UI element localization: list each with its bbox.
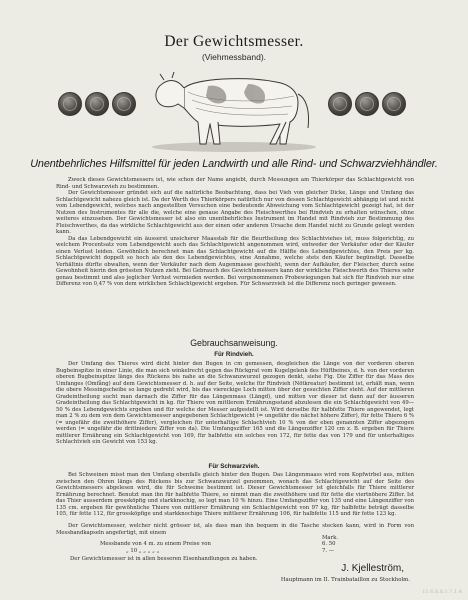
signature: J. Kjelleström, [341, 563, 404, 574]
schwarz-heading: Für Schwarzvieh. [208, 463, 260, 470]
intro-paragraph: Der Gewichtsmesser gründet sich auf die natürliche Beobachtung, dass bei Vieh von gleicher Dicke, Länge und Umfang das Schlachtgewicht nahezu gleich ist. Da der Werth des Thierkörpers natürlich nur von dessen Schlachtgewicht abhängig ist und nicht vom Lebendgewicht, welches nach angestellten Versuchen eine bedeutende Abweichung vom Schlachtgewicht gezeigt hat, ist der Nutzen des Instrumentes für alle die, welche eine genaue Angabe des Fleischwerthes bei Rindvieh zu erhalten wünschen, ohne weiteres einzusehen. Der Gewichtsmesser ist also ein unentbehrliches Instrument im Handel mit Rindvieh zur Bestimmung des Fleischwerthes, da das wirkliche Schlachtgewicht aus der einen oder anderen Ursache dem Handel nicht zu Grunde gelegt werden kann. [56, 190, 414, 235]
availability-text: Der Gewichtsmesser ist in allen besseren Eisenhandlungen zu haben. [70, 556, 258, 562]
rind-paragraph: Der Umfang des Thieres wird dicht hinter den Bugen in cm gemessen, desgleichen die Länge von der vorderen oberen Bugbeinspitze in einer Linie, die man sich winkelrecht gegen das Rückgrat vom Kugelgelenk des Hüftbeines, d. h. von der vorderen oberen Bugbeinspitze längs des Rückens bis nahe an die Schwanzwurzel gezogen denkt, siehe Fig. Die Ziffer für das Mass des Umfanges (Omfång) auf dem Gewichtsmesser d. h. auf der Seite, welche für Rindvieh (Nötkreatur) bestimmt ist, erhält man, wenn die obere Messingscheibe so lange gedreht wird, bis das viereckige Loch mitten über der gesuchten Ziffer steht. Auf der mittleren Gradeintheilung sucht man darnach die Ziffer für das Längenmass (Längd), und mitten vor dieser ist dann auf der äusseren Gradeintheilung das Schlachtgewicht in kg. für Thiere von mittlerem Ernährungsstand abzulesen die ein Schlachtgewicht von 49—50 % des Lebendgewichts ergeben und für welche der Messer aufgestellt ist. Wird derselbe für halbfette Thiere angewendet, legt man 2 % zu dem von dem Gewichtsmesser angegebenen Schlachtgewicht (= ungefähr die nächst höhere Ziffer), für fette Thiere 6 % (= ungefähr die zweithöhere Ziffer), vergleichen für unterhaltige Schlachtvieh 10 % von der eben genannten Ziffer abgezogen werden (= ungefähr die drittniedere Ziffer von da). Die Umfangsziffer 165 und die Längenziffer 120 cm z. B. ergeben für Thiere mittlerer Ernährung ein Schlachtgewicht von 169, für halbfette ein solches von 172, für fette das von 179 und für unterhaltiges Schlachtvieh ein Gewicht von 153 kg. [56, 361, 414, 445]
medal-icon [382, 92, 406, 116]
medal-icon [112, 92, 136, 116]
price-label-1: Messbande von 4 m. zu einem Preise von [100, 541, 211, 547]
intro-text [56, 177, 414, 288]
archive-stamp: 11.6.8.6.1.7.1.4 [422, 589, 462, 595]
intro-paragraph: Da das Lebendgewicht ein äusserst unsicherer Maasstab für die Beurtheilung des Schlachtviehes ist, muss folgerichtig, zu welchem Procentsatz vom Lebendgewicht auch das Schlachtgewicht angenommen wird, entweder der Verkäufer oder der Käufer einen Verlust leiden. Gewöhnlich berechnet man das Schlachtgewicht auf die Hälfte des Lebendgewichtes, den Preis per kg. Schlachtgewicht doppelt so hoch als den des Lebendgewichtes, eine Annahme, welche stets den Käufer begünstigt. Dasselbe Verhältnis dürfte obwalten, wenn der Verkäufer nach dem Augenmasse geschieht, wenn der Aufkäufer, der Fleischer, durch seine Gewohnheit hierin den grössten Nutzen zieht. Bei Gebrauch des Gewichtsmessers kann der wirkliche Fleischwerth des Thieres sehr genau bestimmt und also jeglicher Verlust vermieden werden. Bei vorgenommenen Probewiegungen hat sich für Rindvieh nur eine Differenz von 0,47 % von dem wirklichen Schlachtgewicht ergeben. Für Schwarzvieh ist die Differenz noch geringer gewesen. [56, 235, 414, 287]
medal-icon [328, 92, 352, 116]
closing-text [56, 523, 414, 536]
cow-illustration [148, 62, 320, 154]
price-value-2: 7. — [322, 548, 335, 554]
currency-label: Mark. [322, 535, 339, 541]
page-title: Der Gewichtsmesser. [164, 33, 304, 50]
medal-icon [355, 92, 379, 116]
rind-heading: Für Rindvieh. [214, 351, 254, 358]
intro-paragraph: Zweck dieses Gewichtsmessers ist, wie schon der Name angiebt, durch Messungen am Thierkörper das Schlachtgewicht von Rind- und Schwarzvieh zu bestimmen. [56, 177, 414, 190]
medal-icon [58, 92, 82, 116]
price-value-1: 6. 50 [322, 541, 336, 547]
closing-paragraph: Der Gewichtsmesser, welcher nicht grösser ist, als dass man ihn bequem in die Tasche stecken kann, wird in Form von Messbandkapseln angefertigt, mit einem [56, 523, 414, 536]
headline: Unentbehrliches Hilfsmittel für jeden Landwirth und alle Rind- und Schwarzviehhändler. [30, 158, 438, 170]
page-subtitle: (Viehmessband). [201, 52, 267, 62]
schwarz-instructions [56, 472, 414, 518]
schwarz-paragraph: Bei Schweinen misst man den Umfang ebenfalls gleich hinter den Bugen. Das Längenmaass wird vom Kopfwirbel aus, mitten zwischen den Ohren längs des Rückens bis zur Schwanzwurzel genommen, wonach das Schlachtgewicht auf der Seite des Gewichtsmessers abgelesen wird, die für Schweine bestimmt ist. Dieser Gewichtsmesser ist gleichfalls für Thiere mittlerer Ernährung berechnet. Benutzt man ihn für halbfette Thiere, so nimmt man die zweithöhere und für fette die viertnöhere Ziffer. Ist das Thier ausserdem grossköpfig und starkknochig, so legt man 10 % hinzu. Eine Umfangsziffer von 135 und eine Längenziffer von 135 cm. ergeben für gewöhnliche Thiere von mittlerer Ernährung ein Schlachtgewicht von 97 kg, für halbfette beträgt dasselbe 105, für fette 112, für grossköpfige und starkknochige Thiere mittlerer Ernährung 106, für halbfette 115 und für fette 123 kg. [56, 472, 414, 517]
medal-icon [85, 92, 109, 116]
usage-heading: Gebrauchsanweisung. [190, 338, 278, 348]
address: Hauptmann im II. Trainbataillon zu Stockholm. [280, 577, 410, 583]
rind-instructions [56, 361, 414, 446]
price-label-2: „ 10 „ „ „ „ „ [126, 548, 160, 554]
